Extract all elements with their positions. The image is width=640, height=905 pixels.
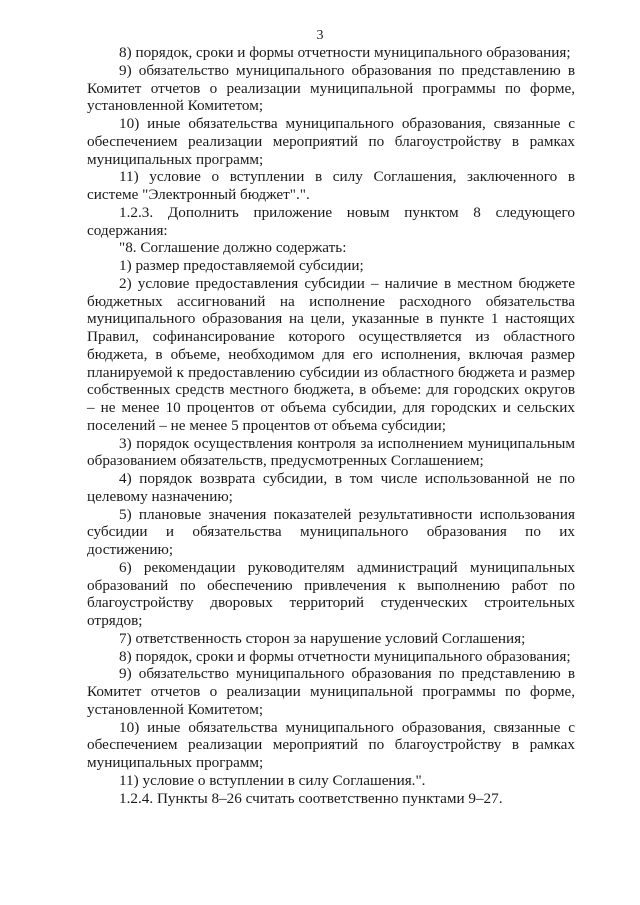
paragraph-subsidy-size: 1) размер предоставляемой субсидии; [119, 257, 364, 274]
paragraph-recommendations: 6) рекомендации руководителям администраций муниципальных образований по обеспечению привлечения к выполнению работ по благоустройству дворовых территорий студенческих строительных отрядов; [87, 558, 575, 629]
paragraph-agreement-heading: "8. Соглашение должно содержать: [119, 239, 347, 257]
paragraph-item-10-other-obligations: 10) иные обязательства муниципального образования, связанные с обеспечением реализации мероприятий по благоустройству в рамках муниципальных программ; [87, 115, 575, 168]
paragraph-clause-1-2-4: 1.2.4. Пункты 8–26 считать соответственно пунктами 9–27. [119, 789, 503, 807]
paragraph-return-procedure: 4) порядок возврата субсидии, в том числе использованной не по целевому назначению; [87, 470, 575, 505]
paragraph-reporting-repeat: 8) порядок, сроки и формы отчетности муниципального образования; [119, 647, 571, 665]
paragraph-entry-into-force-final: 11) условие о вступлении в силу Соглашения.". [119, 771, 426, 789]
paragraph-performance-indicators: 5) плановые значения показателей результативности использования субсидии и обязательства муниципального образования по их достижению; [87, 505, 575, 558]
paragraph-item-11-entry-into-force: 11) условие о вступлении в силу Соглашения, заключенного в системе "Электронный бюджет".". [87, 168, 575, 203]
paragraph-responsibility: 7) ответственность сторон за нарушение условий Соглашения; [119, 629, 526, 647]
paragraph-other-obligations-repeat: 10) иные обязательства муниципального образования, связанные с обеспечением реализации мероприятий по благоустройству в рамках муниципальных программ; [87, 718, 575, 771]
page-number: 3 [316, 28, 324, 43]
paragraph-clause-1-2-3: 1.2.3. Дополнить приложение новым пунктом 8 следующего содержания: [87, 203, 575, 239]
paragraph-reports-obligation-repeat: 9) обязательство муниципального образования по представлению в Комитет отчетов о реализации муниципальной программы по форме, установленной Комитетом; [87, 665, 575, 718]
paragraph-item-9-reports-obligation: 9) обязательство муниципального образования по представлению в Комитет отчетов о реализации муниципальной программы по форме, установленной Комитетом; [87, 61, 575, 115]
paragraph-item-8-reporting: 8) порядок, сроки и формы отчетности муниципального образования; [119, 44, 571, 61]
paragraph-control-procedure: 3) порядок осуществления контроля за исполнением муниципальным образованием обязательств, предусмотренных Соглашением; [87, 434, 575, 470]
document-body [87, 44, 575, 807]
paragraph-subsidy-condition: 2) условие предоставления субсидии – наличие в местном бюджете бюджетных ассигнований на исполнение расходного обязательства муниципального образования на цели, указанные в пункте 1 настоящих Правил, софинансирование которого осуществляется из областного бюджета, в объеме, необходимом для его исполнения, включая размер планируемой к предоставлению субсидии из областного бюджета и размер собственных средств местного бюджета, в объеме: для городских округов – не менее 10 процентов от объема субсидии, для городских и сельских поселений – не менее 5 процентов от объема субсидии; [87, 274, 575, 434]
